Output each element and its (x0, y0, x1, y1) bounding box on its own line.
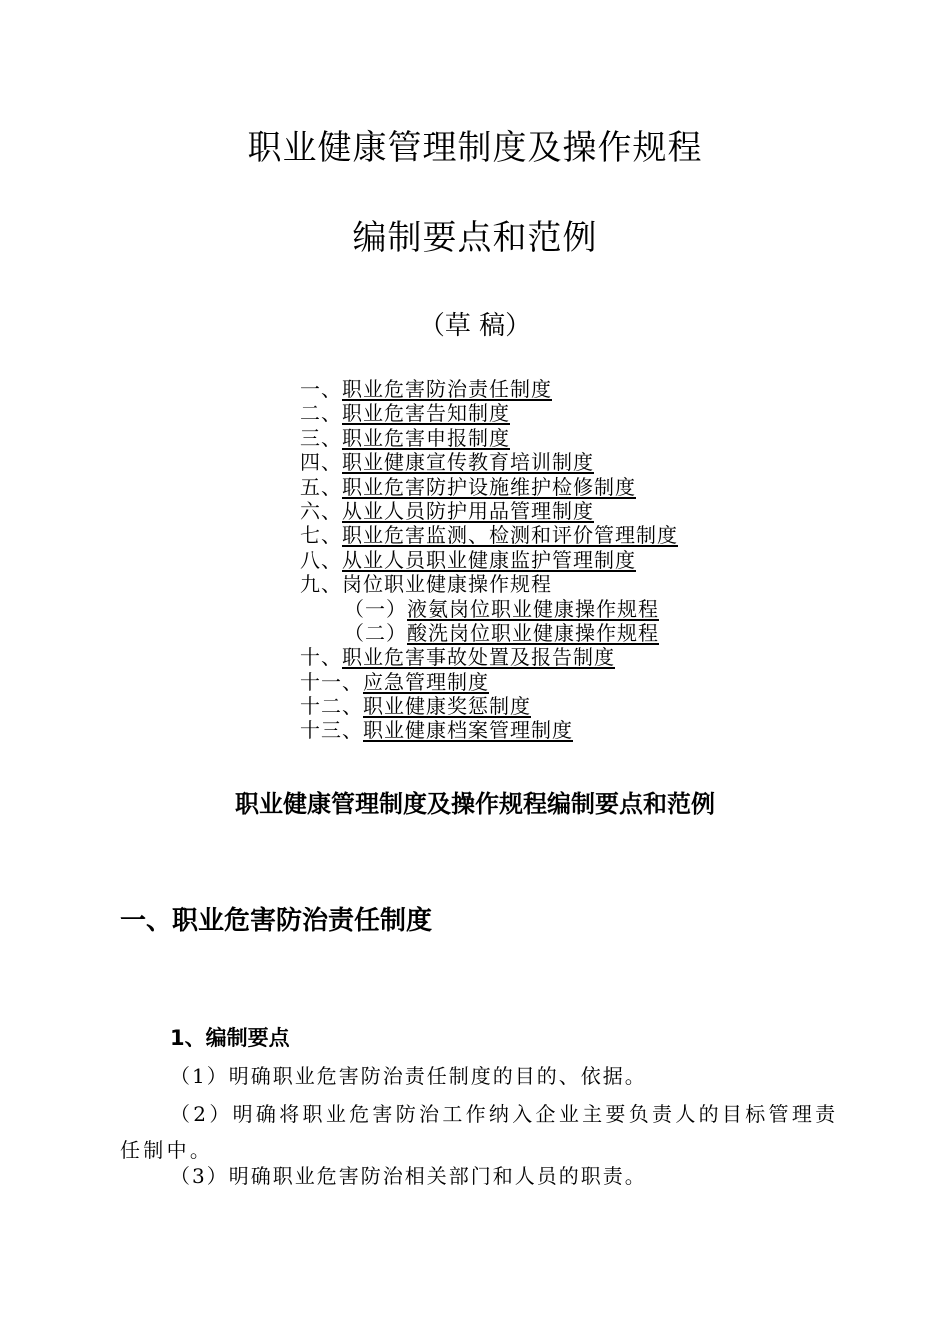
paragraph: （3）明确职业危害防治相关部门和人员的职责。 (170, 1164, 647, 1188)
paragraph: （1）明确职业危害防治责任制度的目的、依据。 (170, 1064, 647, 1088)
toc-item-prefix: 十、 (300, 645, 342, 670)
toc-link[interactable]: 酸洗岗位职业健康操作规程 (407, 620, 659, 645)
toc-link[interactable]: 职业危害告知制度 (342, 401, 510, 426)
toc-link[interactable]: 职业危害事故处置及报告制度 (342, 645, 615, 670)
toc-item (300, 426, 860, 450)
section-heading: 一、职业危害防治责任制度 (120, 906, 433, 936)
toc-item-prefix: 十三、 (300, 718, 363, 743)
subsection-heading: 1、编制要点 (170, 1026, 290, 1050)
toc-subitem (300, 597, 860, 621)
toc-item (300, 670, 860, 694)
toc-item-prefix: 九、 (300, 572, 342, 597)
toc-item (300, 645, 860, 669)
toc-link[interactable]: 职业危害申报制度 (342, 425, 510, 450)
toc-link[interactable]: 职业危害监测、检测和评价管理制度 (342, 523, 678, 548)
toc-link[interactable]: 职业健康档案管理制度 (363, 718, 573, 743)
toc-item-prefix: （二） (344, 620, 407, 645)
toc-item (300, 475, 860, 499)
toc-item-prefix: 一、 (300, 377, 342, 401)
document-subtitle: 编制要点和范例 (352, 218, 598, 258)
toc-link[interactable]: 应急管理制度 (363, 669, 489, 694)
toc-item (300, 377, 860, 401)
toc-item (300, 718, 860, 742)
toc-item-prefix: 十一、 (300, 669, 363, 694)
toc-item-prefix: 八、 (300, 547, 342, 572)
draft-label: （草 稿） (418, 311, 532, 341)
table-of-contents (300, 377, 860, 743)
paragraph: （2）明确将职业危害防治工作纳入企业主要负责人的目标管理责任制中。 (120, 1102, 839, 1162)
toc-item (300, 401, 860, 425)
toc-subitem (300, 621, 860, 645)
toc-item-prefix: 十二、 (300, 694, 363, 719)
toc-link[interactable]: 职业健康宣传教育培训制度 (342, 450, 594, 475)
toc-item-prefix: 五、 (300, 474, 342, 499)
toc-link[interactable]: 从业人员防护用品管理制度 (342, 498, 594, 523)
document-title: 职业健康管理制度及操作规程 (247, 128, 703, 168)
toc-item-prefix: （一） (344, 596, 407, 621)
toc-item-prefix: 六、 (300, 498, 342, 523)
toc-link[interactable]: 从业人员职业健康监护管理制度 (342, 547, 636, 572)
toc-item-prefix: 二、 (300, 401, 342, 426)
toc-item (300, 499, 860, 523)
toc-item-prefix: 七、 (300, 523, 342, 548)
toc-item (300, 450, 860, 474)
main-heading: 职业健康管理制度及操作规程编制要点和范例 (235, 790, 715, 818)
toc-item-prefix: 四、 (300, 450, 342, 475)
toc-item (300, 694, 860, 718)
toc-link[interactable]: 职业危害防护设施维护检修制度 (342, 474, 636, 499)
toc-link[interactable]: 职业健康奖惩制度 (363, 694, 531, 719)
toc-item (300, 548, 860, 572)
toc-link[interactable]: 液氨岗位职业健康操作规程 (407, 596, 659, 621)
toc-item-prefix: 三、 (300, 425, 342, 450)
toc-item (300, 572, 860, 596)
toc-item (300, 523, 860, 547)
toc-item-text: 岗位职业健康操作规程 (342, 572, 552, 597)
toc-link[interactable]: 职业危害防治责任制度 (342, 377, 552, 401)
